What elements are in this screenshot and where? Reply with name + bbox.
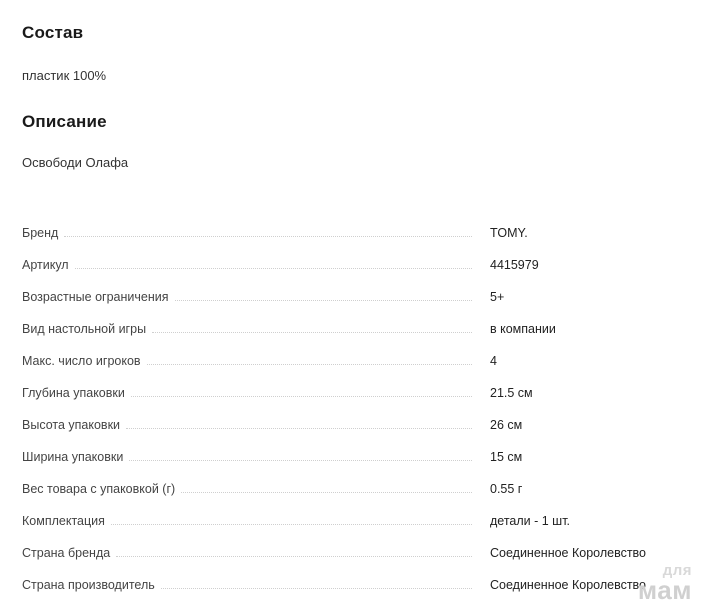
spec-leader-dots (161, 587, 472, 589)
spec-leader-dots (175, 299, 473, 301)
spec-value-cell (472, 528, 682, 560)
watermark-line-1: для (662, 562, 692, 580)
spec-row (22, 240, 682, 272)
spec-label-wrap (22, 400, 472, 432)
spec-label-cell (22, 368, 472, 400)
spec-row (22, 560, 682, 592)
spec-label-wrap (22, 464, 472, 496)
spec-row (22, 272, 682, 304)
spec-label-cell (22, 240, 472, 272)
spec-label: Вес товара с упаковкой (г) (22, 483, 181, 497)
spec-label: Возрастные ограничения (22, 291, 175, 305)
spec-leader-dots (126, 427, 472, 429)
spec-value-cell (472, 432, 682, 464)
spec-label-wrap (22, 560, 472, 592)
composition-heading: Состав (22, 23, 84, 42)
spec-label: Комплектация (22, 515, 111, 529)
spec-leader-dots (147, 363, 472, 365)
spec-value: TOMY. (490, 225, 528, 240)
spec-label-cell (22, 464, 472, 496)
spec-label: Ширина упаковки (22, 451, 129, 465)
spec-value: детали - 1 шт. (490, 513, 571, 528)
spec-value: 5+ (490, 289, 505, 304)
spec-row (22, 208, 682, 240)
spec-value-cell (472, 304, 682, 336)
spec-value-cell (472, 336, 682, 368)
spec-row (22, 368, 682, 400)
watermark (637, 562, 692, 606)
spec-value: Соединенное Королевство (490, 545, 647, 560)
spec-value-cell (472, 240, 682, 272)
spec-label: Глубина упаковки (22, 387, 131, 401)
spec-leader-dots (64, 235, 472, 237)
spec-value: 26 см (490, 417, 523, 432)
spec-value-cell (472, 400, 682, 432)
spec-label-wrap (22, 496, 472, 528)
spec-label: Бренд (22, 227, 64, 241)
watermark-line-2: мам (637, 575, 692, 606)
spec-leader-dots (129, 459, 472, 461)
spec-label-wrap (22, 528, 472, 560)
spec-label-wrap (22, 336, 472, 368)
spec-label: Артикул (22, 259, 75, 273)
spec-label-cell (22, 304, 472, 336)
spec-row (22, 464, 682, 496)
spec-value: 15 см (490, 449, 523, 464)
spec-label-wrap (22, 240, 472, 272)
spec-leader-dots (116, 555, 472, 557)
spec-value: в компании (490, 321, 556, 336)
spec-label-wrap (22, 304, 472, 336)
spec-leader-dots (75, 267, 472, 269)
spec-label-wrap (22, 432, 472, 464)
spec-label-cell (22, 208, 472, 240)
spec-row (22, 336, 682, 368)
spec-row (22, 400, 682, 432)
spec-label-cell (22, 560, 472, 592)
spec-label-cell (22, 400, 472, 432)
spec-label-cell (22, 528, 472, 560)
spec-label-wrap (22, 272, 472, 304)
spec-label: Страна производитель (22, 579, 161, 593)
spec-leader-dots (181, 491, 472, 493)
spec-label-cell (22, 432, 472, 464)
spec-value: Соединенное Королевство (490, 577, 647, 592)
spec-value-cell (472, 496, 682, 528)
spec-value: 21.5 см (490, 385, 533, 400)
spec-label: Высота упаковки (22, 419, 126, 433)
spec-label-cell (22, 336, 472, 368)
spec-value-cell (472, 208, 682, 240)
spec-value: 4 (490, 353, 497, 368)
spec-value: 0.55 г (490, 481, 523, 496)
spec-label: Макс. число игроков (22, 355, 147, 369)
spec-label-wrap (22, 368, 472, 400)
spec-label-wrap (22, 208, 472, 240)
spec-value-cell (472, 464, 682, 496)
spec-leader-dots (131, 395, 472, 397)
spec-label: Вид настольной игры (22, 323, 152, 337)
description-heading: Описание (22, 112, 107, 131)
spec-value-cell (472, 368, 682, 400)
spec-value: 4415979 (490, 257, 539, 272)
spec-row (22, 304, 682, 336)
spec-leader-dots (152, 331, 472, 333)
spec-label: Страна бренда (22, 547, 116, 561)
spec-label-cell (22, 272, 472, 304)
spec-row (22, 432, 682, 464)
spec-row (22, 528, 682, 560)
specifications-table (22, 208, 682, 592)
spec-value-cell (472, 272, 682, 304)
spec-leader-dots (111, 523, 472, 525)
composition-text: пластик 100% (22, 68, 107, 83)
description-text: Освободи Олафа (22, 155, 129, 170)
spec-label-cell (22, 496, 472, 528)
spec-row (22, 496, 682, 528)
